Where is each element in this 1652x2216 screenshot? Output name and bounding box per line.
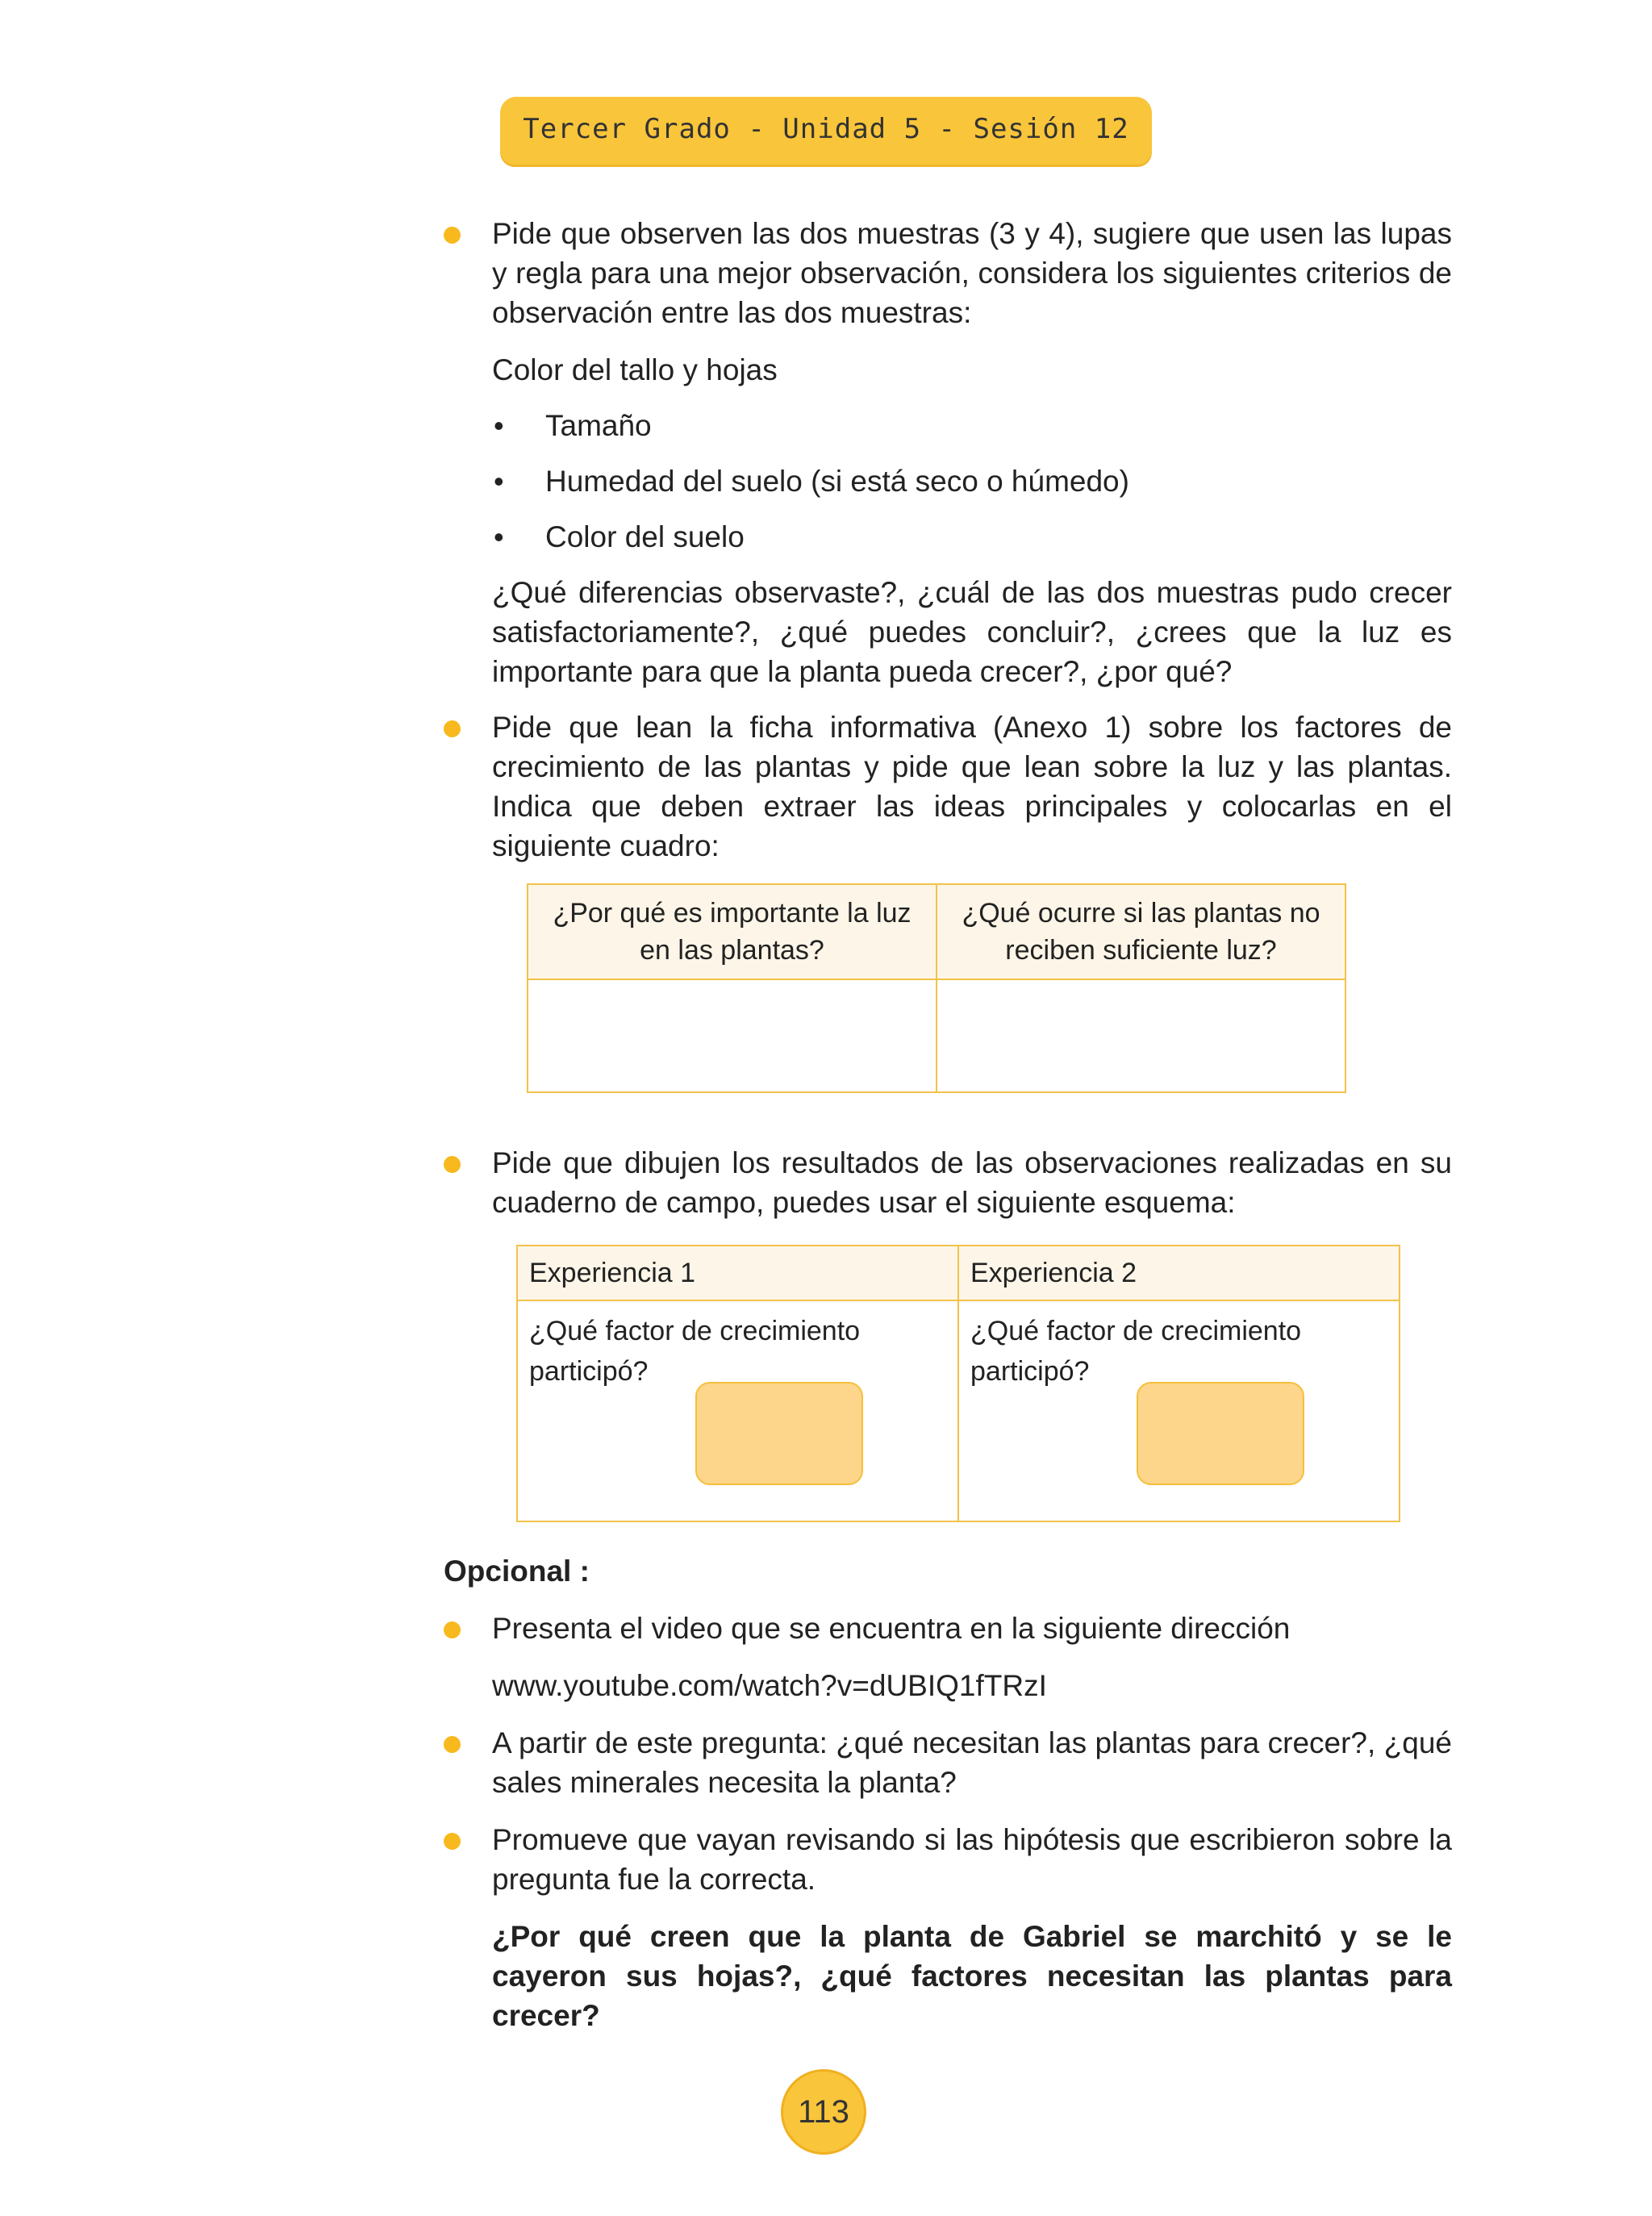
final-question: ¿Por qué creen que la planta de Gabriel se marchitó y se le cayeron sus hojas?, ¿qué factores necesitan las plantas para crecer? (492, 1920, 1452, 2032)
page-number-badge (781, 2069, 866, 2155)
table-answer-cell[interactable] (937, 979, 1345, 1092)
experience-cell (958, 1300, 1400, 1521)
instruction-hypothesis (436, 1820, 1452, 1899)
session-title: Tercer Grado - Unidad 5 - Sesión 12 (523, 113, 1129, 145)
page-content (436, 214, 1452, 2051)
criteria-text: Humedad del suelo (si está seco o húmedo) (545, 465, 1129, 498)
experience-question: ¿Qué factor de crecimiento participó? (529, 1316, 861, 1387)
bullet-dot-icon (444, 1621, 461, 1638)
experience-header: Experiencia 1 (517, 1246, 958, 1300)
bullet-dot-icon (444, 1736, 461, 1753)
criteria-item (436, 461, 1452, 501)
bullet-icon: • (494, 409, 504, 442)
instruction-text: Promueve que vayan revisando si las hipótesis que escribieron sobre la pregunta fue la correcta. (492, 1823, 1452, 1896)
instruction-read (436, 707, 1452, 866)
instruction-text: Pide que lean la ficha informativa (Anexo 1) sobre los factores de crecimiento de las plantas y pide que lean sobre la luz y las plantas. Indica que deben extraer las ideas principales y colocarlas en el siguiente cuadro: (492, 711, 1452, 862)
instruction-text: A partir de este pregunta: ¿qué necesitan las plantas para crecer?, ¿qué sales minerales necesita la planta? (492, 1726, 1452, 1799)
criteria-item (436, 406, 1452, 445)
table-header-cell: ¿Qué ocurre si las plantas no reciben suficiente luz? (937, 884, 1345, 979)
criteria-intro: Color del tallo y hojas (492, 353, 778, 386)
answer-box[interactable] (695, 1382, 863, 1485)
bullet-icon: • (494, 465, 504, 498)
bullet-dot-icon (444, 1833, 461, 1850)
criteria-text: Tamaño (545, 409, 652, 442)
criteria-text: Color del suelo (545, 520, 745, 553)
video-link[interactable]: www.youtube.com/watch?v=dUBIQ1fTRzI (492, 1669, 1047, 1702)
observation-questions: ¿Qué diferencias observaste?, ¿cuál de las dos muestras pudo crecer satisfactoriamente?, ¿qué puedes concluir?, ¿crees que la luz es importante para que la planta pueda crecer?, ¿por qué? (492, 576, 1452, 688)
bullet-dot-icon (444, 720, 461, 737)
instruction-observe (436, 214, 1452, 332)
criteria-item (436, 517, 1452, 557)
session-banner (500, 97, 1152, 165)
instruction-text: Pide que observen las dos muestras (3 y 4), sugiere que usen las lupas y regla para una mejor observación, considera los siguientes criterios de observación entre las dos muestras: (492, 217, 1452, 329)
instruction-video (436, 1609, 1452, 1648)
experience-table (516, 1245, 1400, 1522)
table-answer-cell[interactable] (528, 979, 937, 1092)
answer-box[interactable] (1137, 1382, 1304, 1485)
bullet-dot-icon (444, 227, 461, 244)
bullet-dot-icon (444, 1156, 461, 1173)
experience-header: Experiencia 2 (958, 1246, 1400, 1300)
table-header-cell: ¿Por qué es importante la luz en las plantas? (528, 884, 937, 979)
instruction-draw (436, 1143, 1452, 1222)
instruction-question (436, 1723, 1452, 1802)
experience-question: ¿Qué factor de crecimiento participó? (970, 1316, 1302, 1387)
optional-heading: Opcional : (444, 1555, 590, 1588)
bullet-icon: • (494, 520, 504, 553)
experience-cell (517, 1300, 958, 1521)
instruction-text: Pide que dibujen los resultados de las observaciones realizadas en su cuaderno de campo, puedes usar el siguiente esquema: (492, 1146, 1452, 1219)
light-ideas-table (527, 883, 1346, 1093)
page-number: 113 (798, 2094, 849, 2130)
instruction-text: Presenta el video que se encuentra en la siguiente dirección (492, 1612, 1291, 1645)
